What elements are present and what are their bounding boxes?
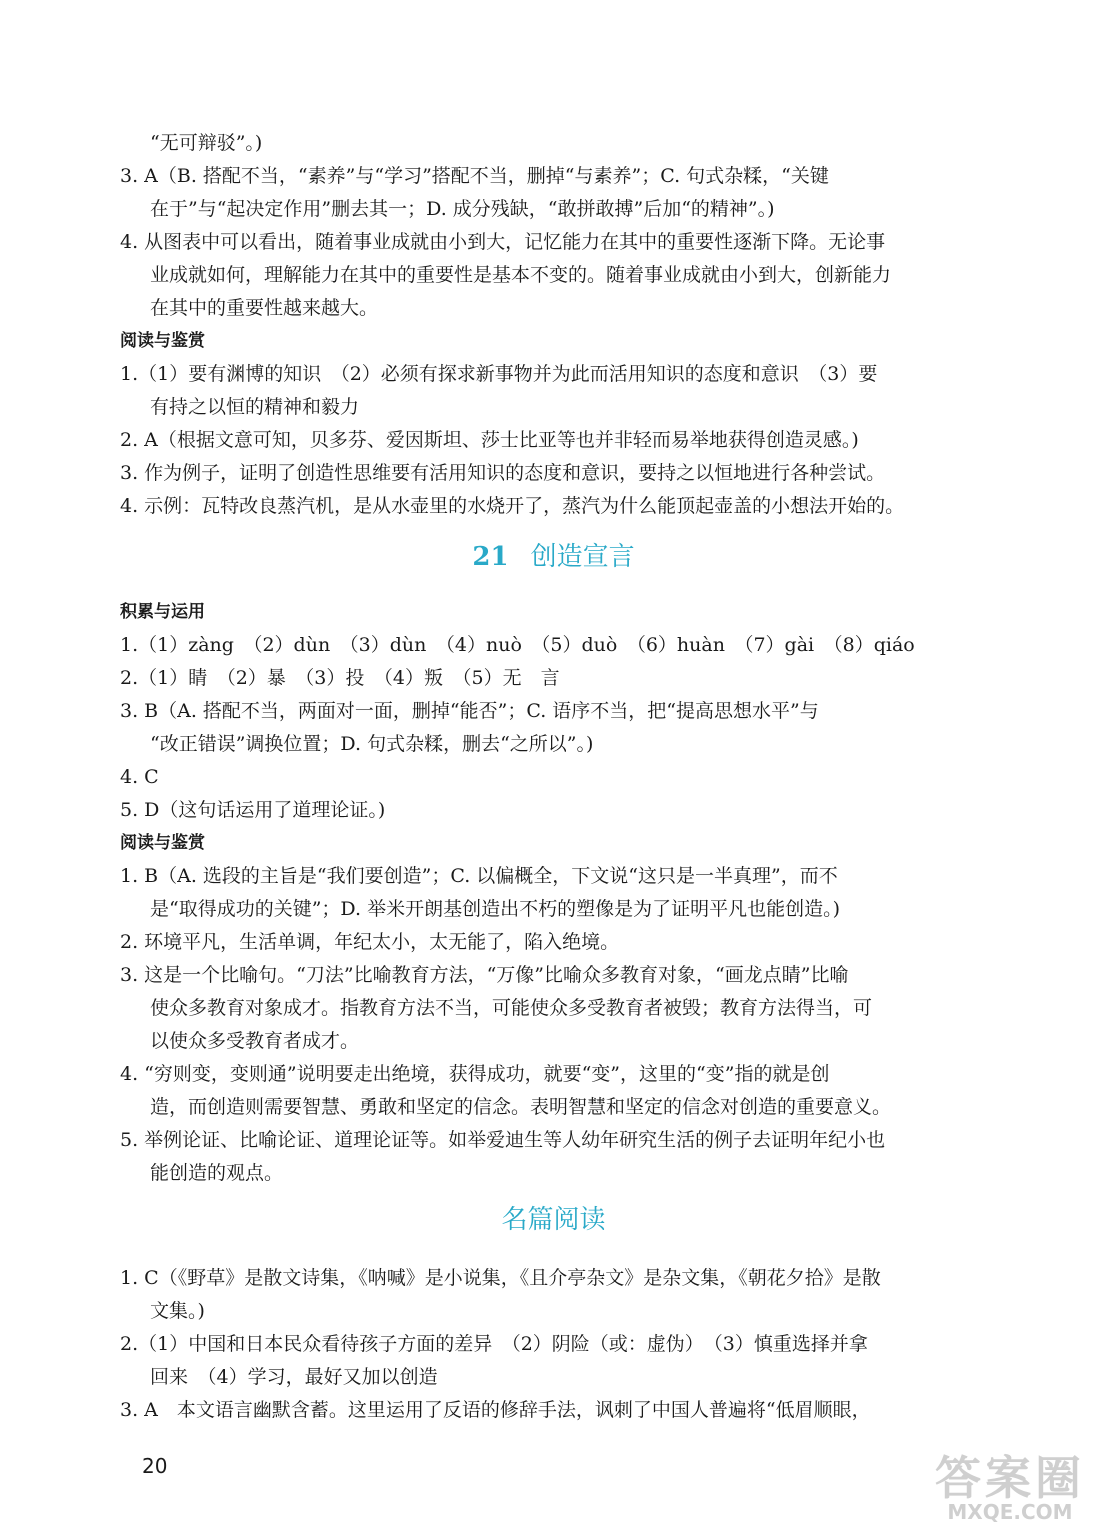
answer-list [120, 127, 990, 325]
answer-line: 2.（1）睛 （2）暴 （3）投 （4）叛 （5）无 言 [120, 667, 560, 689]
section-continuation [120, 127, 990, 523]
section-heading-accumulation: 积累与运用 [120, 602, 205, 622]
watermark-logo [930, 1438, 1090, 1528]
section-heading-reading: 阅读与鉴赏 [120, 833, 205, 853]
answer-list [120, 629, 990, 827]
answer-line: 使众多教育对象成才。指教育方法不当，可能使众多受教育者被毁；教育方法得当，可 [150, 997, 873, 1019]
answer-line: 2. 环境平凡，生活单调，年纪太小，太无能了，陷入绝境。 [120, 931, 620, 953]
watermark-url: MXQE.COM [947, 1500, 1073, 1524]
answer-line: 业成就如何，理解能力在其中的重要性是基本不变的。随着事业成就由小到大，创新能力 [150, 264, 892, 286]
answer-line: “无可辩驳”。) [150, 132, 263, 154]
answer-line: 能创造的观点。 [150, 1162, 284, 1184]
answer-line: 1.（1）zàng （2）dùn （3）dùn （4）nuò （5）duò （6）huàn （7）gài （8）qiáo [120, 634, 915, 656]
answer-line: 5. D（这句话运用了道理论证。) [120, 799, 386, 821]
answer-line: 在其中的重要性越来越大。 [150, 297, 379, 319]
lesson-title-text: 创造宣言 [530, 542, 635, 572]
answer-line: 有持之以恒的精神和毅力 [150, 396, 360, 418]
answer-list [120, 1262, 990, 1427]
answer-line: “改正错误”调换位置；D. 句式杂糅，删去“之所以”。) [150, 733, 594, 755]
answer-line: 2. A（根据文意可知，贝多芬、爱因斯坦、莎士比亚等也并非轻而易举地获得创造灵感。) [120, 429, 859, 451]
answer-line: 2.（1）中国和日本民众看待孩子方面的差异 （2）阴险（或：虚伪） （3）慎重选择并拿 [120, 1333, 868, 1355]
answer-line: 3. 这是一个比喻句。“刀法”比喻教育方法，“万像”比喻众多教育对象，“画龙点睛”比喻 [120, 964, 849, 986]
answer-line: 回来 （4）学习，最好又加以创造 [150, 1366, 438, 1388]
famous-reading-answers [120, 1262, 990, 1427]
answer-line: 4. 从图表中可以看出，随着事业成就由小到大，记忆能力在其中的重要性逐渐下降。无论事 [120, 231, 886, 253]
answer-list [120, 860, 990, 1190]
answer-line: 1. C（《野草》是散文诗集，《呐喊》是小说集，《且介亭杂文》是杂文集，《朝花夕拾》是散 [120, 1267, 881, 1289]
answer-line: 文集。) [150, 1300, 205, 1322]
answer-line: 4. “穷则变，变则通”说明要走出绝境，获得成功，就要“变”，这里的“变”指的就是创 [120, 1063, 830, 1085]
famous-reading-title: 名篇阅读 [501, 1205, 606, 1235]
answer-line: 5. 举例论证、比喻论证、道理论证等。如举爱迪生等人幼年研究生活的例子去证明年纪小也 [120, 1129, 886, 1151]
watermark-text: 答案圈 [935, 1451, 1085, 1505]
answer-line: 3. B（A. 搭配不当，两面对一面，删掉“能否”；C. 语序不当，把“提高思想水平”与 [120, 700, 819, 722]
answer-line: 4. 示例：瓦特改良蒸汽机，是从水壶里的水烧开了，蒸汽为什么能顶起壶盖的小想法开始的。 [120, 495, 905, 517]
lesson-number: 21 [472, 542, 509, 572]
answer-line: 1.（1）要有渊博的知识 （2）必须有探求新事物并为此而活用知识的态度和意识 （3）要 [120, 363, 878, 385]
answer-line: 3. A 本文语言幽默含蓄。这里运用了反语的修辞手法，讽刺了中国人普遍将“低眉顺眼， [120, 1399, 871, 1421]
answer-line: 1. B（A. 选段的主旨是“我们要创造”；C. 以偏概全，下文说“这只是一半真理”，而不 [120, 865, 838, 887]
answer-line: 3. A（B. 搭配不当，“素养”与“学习”搭配不当，删掉“与素养”；C. 句式杂糅，“关键 [120, 165, 829, 187]
page-number: 20 [142, 1454, 168, 1478]
lesson21-answers [120, 596, 990, 1190]
answer-line: 造，而创造则需要智慧、勇敢和坚定的信念。表明智慧和坚定的信念对创造的重要意义。 [150, 1096, 892, 1118]
answer-line: 以使众多受教育者成才。 [150, 1030, 360, 1052]
answer-line: 是“取得成功的关键”；D. 举米开朗基创造出不朽的塑像是为了证明平凡也能创造。) [150, 898, 840, 920]
answer-line: 在于”与“起决定作用”删去其一；D. 成分残缺，“敢拼敢搏”后加“的精神”。) [150, 198, 775, 220]
answer-list [120, 358, 990, 523]
lesson-title [0, 537, 1107, 577]
section-heading-reading: 阅读与鉴赏 [120, 331, 205, 351]
answer-line: 4. C [120, 766, 159, 788]
answer-line: 3. 作为例子，证明了创造性思维要有活用知识的态度和意识，要持之以恒地进行各种尝试。 [120, 462, 886, 484]
